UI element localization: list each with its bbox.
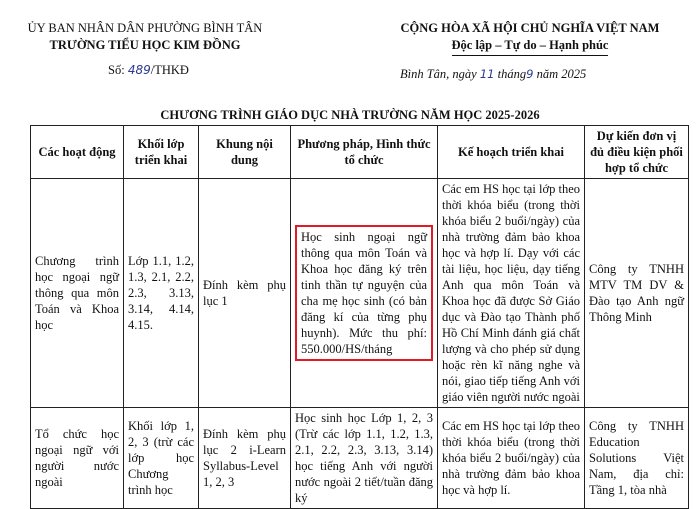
- header-partner: Dự kiến đơn vị đủ điều kiện phối hợp tổ chức: [585, 126, 689, 179]
- cell-grades: Khối lớp 1, 2, 3 (trừ các lớp học Chương trình học: [124, 408, 199, 509]
- number-suffix: /THKĐ: [150, 63, 189, 77]
- school-name: TRƯỜNG TIỂU HỌC KIM ĐỒNG: [49, 38, 241, 52]
- cell-partner: Công ty TNHH Education Solutions Việt Nam, địa chỉ: Tầng 1, tòa nhà: [585, 408, 689, 509]
- cell-content: Đính kèm phụ lục 2 i-Learn Syllabus-Level 1, 2, 3: [199, 408, 291, 509]
- cell-activity: Tổ chức học ngoại ngữ với người nước ngoài: [31, 408, 124, 509]
- cell-partner: Công ty TNHH MTV TM DV & Đào tạo Anh ngữ Thông Minh: [585, 179, 689, 408]
- cell-method: [291, 179, 438, 408]
- authority-name: ỦY BAN NHÂN DÂN PHƯỜNG BÌNH TÂN: [27, 21, 263, 35]
- issuer-block: [20, 20, 270, 77]
- cell-activity: Chương trình học ngoại ngữ thông qua môn Toán và Khoa học: [31, 179, 124, 408]
- national-motto: Độc lập – Tự do – Hạnh phúc: [452, 37, 609, 56]
- header-method: Phương pháp, Hình thức tổ chức: [291, 126, 438, 179]
- table-row: [31, 179, 689, 408]
- month-label: tháng: [497, 67, 527, 81]
- program-table: [30, 125, 689, 509]
- header-plan: Kế hoạch triển khai: [438, 126, 585, 179]
- nation-name: CỘNG HÒA XÃ HỘI CHỦ NGHĨA VIỆT NAM: [400, 21, 660, 35]
- cell-plan: Các em HS học tại lớp theo thời khóa biểu (trong thời khóa biểu 2 buổi/ngày) của nhà trường đảm bảo khoa học và hợp lí. Dạy với các tài liệu, học liệu, dạy tiếng Anh qua môn Toán và Khoa học đã được Sở Giáo dục và Đào tạo Thành phố Hồ Chí Minh đánh giá chất lượng và cho phép sử dụng hoặc rèn kĩ năng nghe và nói, giao tiếp tiếng Anh với giáo viên người nước ngoài: [438, 179, 585, 408]
- highlighted-method: Học sinh ngoại ngữ thông qua môn Toán và Khoa học đăng ký trên tinh thần tự nguyện của cha mẹ học sinh (có bản đăng kí của từng phụ huynh). Mức thu phí: 550.000/HS/tháng: [295, 225, 433, 361]
- table-header-row: [31, 126, 689, 179]
- cell-method: Học sinh học Lớp 1, 2, 3 (Trừ các lớp 1.1, 1.2, 1.3, 2.1, 2.2, 2.3, 3.13, 3.14) học tiếng Anh với người nước ngoài 2 tiết/tuần đăng ký: [291, 408, 438, 509]
- header-content: Khung nội dung: [199, 126, 291, 179]
- cell-grades: Lớp 1.1, 1.2, 1.3, 2.1, 2.2, 2.3, 3.13, 3.14, 4.14, 4.15.: [124, 179, 199, 408]
- document-title: CHƯƠNG TRÌNH GIÁO DỤC NHÀ TRƯỜNG NĂM HỌC 2025-2026: [160, 108, 540, 122]
- header-activity: Các hoạt động: [31, 126, 124, 179]
- header-grades: Khối lớp triển khai: [124, 126, 199, 179]
- place-prefix: Bình Tân, ngày: [400, 67, 477, 81]
- cell-plan: Các em HS học tại lớp theo thời khóa biểu (trong thời khóa biểu 2 buổi/ngày) của nhà trường đảm bảo khoa học và hợp lí.: [438, 408, 585, 509]
- table-row: [31, 408, 689, 509]
- handwritten-number: 489: [127, 63, 151, 77]
- place-date: [400, 66, 586, 83]
- handwritten-month: 9: [526, 67, 534, 81]
- year-label: năm 2025: [536, 67, 587, 81]
- national-header: [380, 20, 680, 81]
- document-number: [108, 62, 189, 79]
- cell-content: Đính kèm phụ lục 1: [199, 179, 291, 408]
- handwritten-day: 11: [479, 67, 495, 81]
- number-prefix: Số:: [108, 63, 125, 77]
